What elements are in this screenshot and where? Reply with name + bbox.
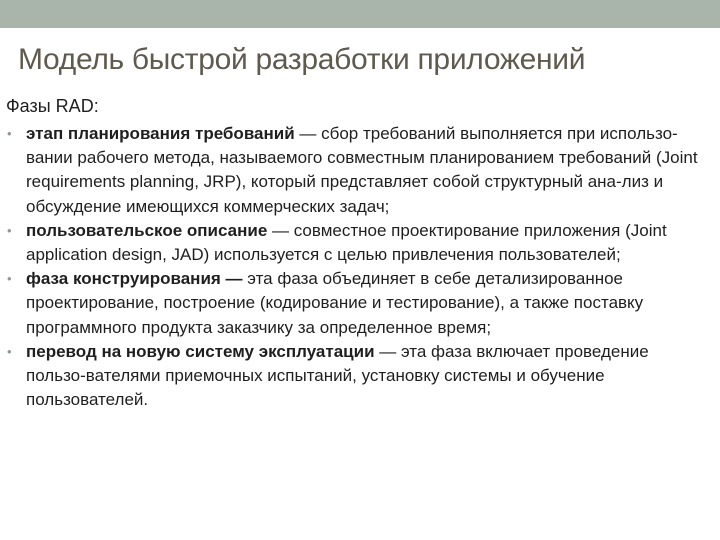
slide-title: Модель быстрой разработки приложений <box>18 43 586 76</box>
phase-description: — эта фаза включает проведение пользо-вателями приемочных испытаний, установку системы и обучение пользователей. <box>26 341 649 410</box>
phase-term: пользовательское описание <box>26 220 268 240</box>
top-decorative-band <box>0 0 720 28</box>
bullet-icon: • <box>7 343 12 359</box>
phases-intro: Фазы RAD: <box>6 96 99 116</box>
bullet-icon: • <box>7 222 12 238</box>
phase-term: этап планирования требований <box>26 124 295 143</box>
phase-term: перевод на новую систему эксплуатации <box>26 341 375 361</box>
phase-description: — совместное проектирование приложения (Joint application design, JAD) используется с целью привлечения пользователей; <box>26 220 667 265</box>
list-item-cutover <box>6 340 712 413</box>
bullet-icon: • <box>7 271 12 287</box>
phase-description: эта фаза объединяет в себе детализированное проектирование, построение (кодирование и тестирование), а также поставку программного продукта заказчику за определенное время; <box>26 269 644 337</box>
bullet-icon: • <box>7 126 12 141</box>
phase-list <box>6 122 712 412</box>
phase-term: фаза конструирования — <box>26 269 243 289</box>
phase-description: — сбор требований выполняется при использо-вании рабочего метода, называемого совместным планированием требований (Joint requirements planning, JRP), который представляет собой структурный ана-лиз и обсуждение имеющихся коммерческих задач; <box>26 124 698 216</box>
slide-body <box>6 94 712 412</box>
list-item-requirements-planning <box>6 122 712 219</box>
list-item-construction <box>6 267 712 340</box>
list-item-user-design <box>6 219 712 267</box>
